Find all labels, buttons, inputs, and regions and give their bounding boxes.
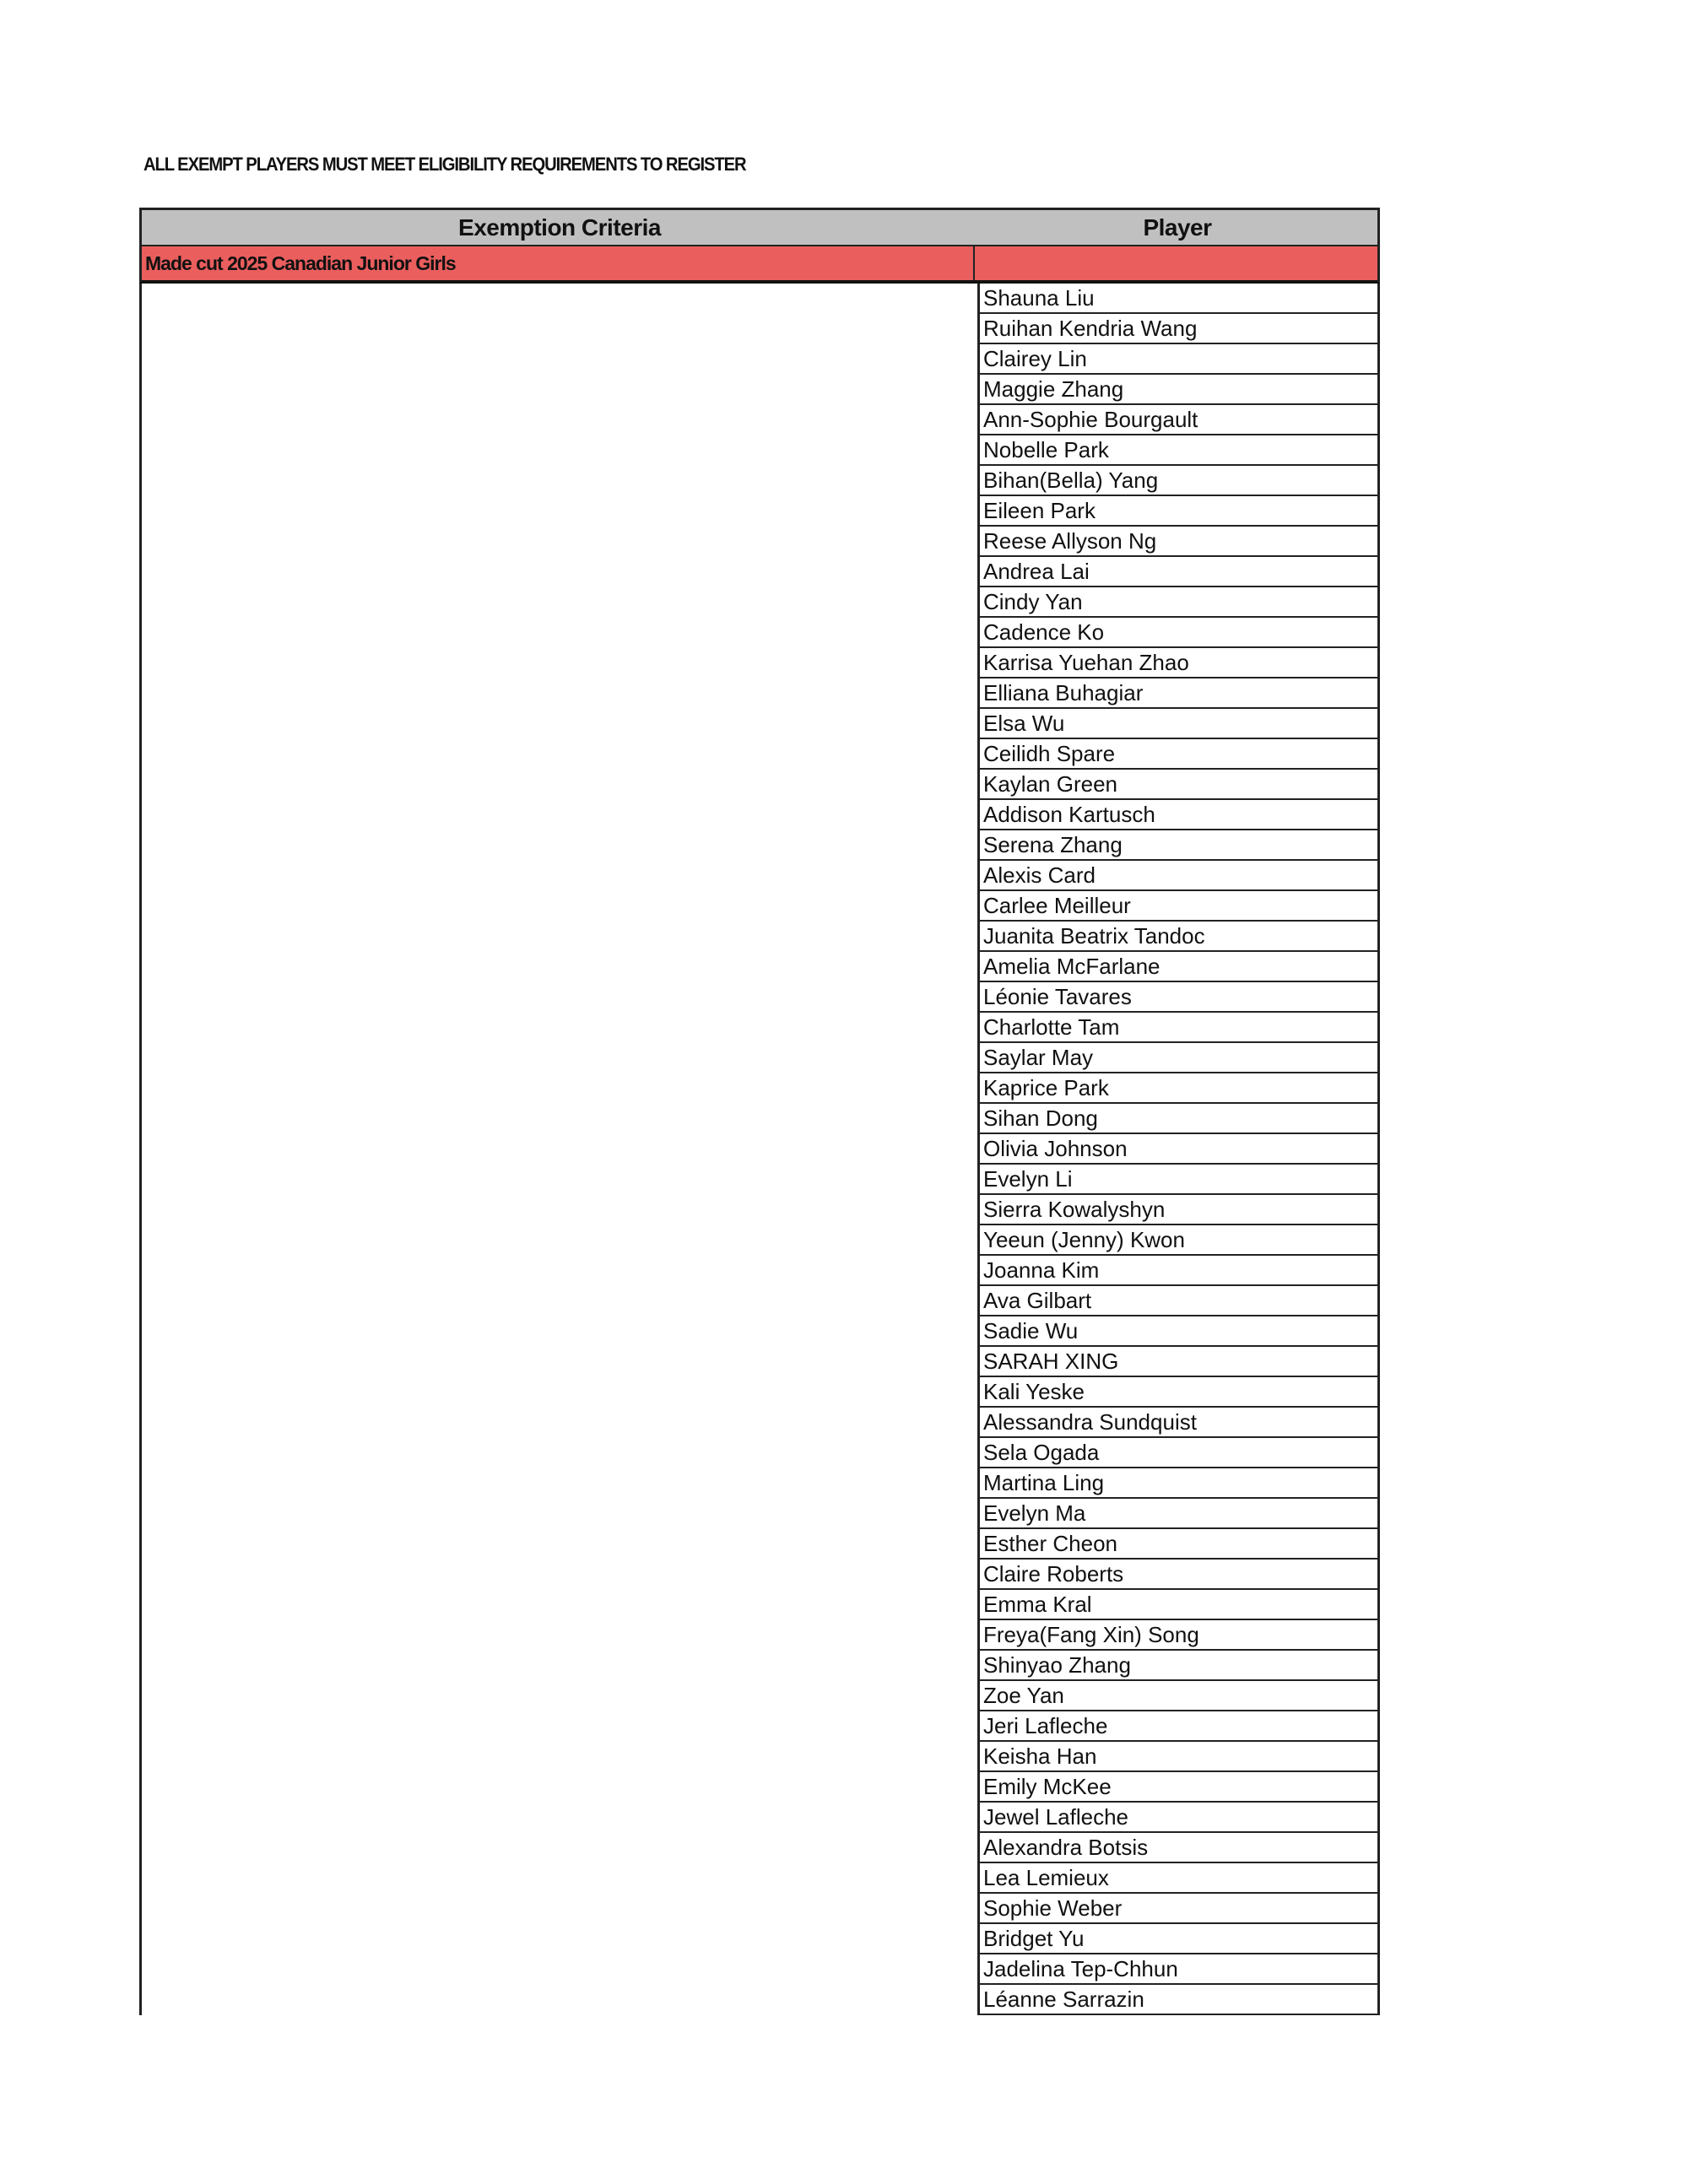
player-row: SARAH XING	[980, 1347, 1377, 1377]
player-row: Zoe Yan	[980, 1681, 1377, 1711]
player-row: Sadie Wu	[980, 1316, 1377, 1347]
player-row: Sela Ogada	[980, 1438, 1377, 1468]
player-row: Alessandra Sundquist	[980, 1408, 1377, 1438]
criteria-row	[139, 246, 1380, 284]
player-row: Cadence Ko	[980, 618, 1377, 648]
table-header	[139, 208, 1380, 246]
player-row: Ceilidh Spare	[980, 739, 1377, 770]
player-row: Emma Kral	[980, 1590, 1377, 1620]
player-row: Sierra Kowalyshyn	[980, 1195, 1377, 1225]
player-row: Elliana Buhagiar	[980, 678, 1377, 709]
player-row: Joanna Kim	[980, 1256, 1377, 1286]
player-row: Yeeun (Jenny) Kwon	[980, 1225, 1377, 1256]
player-row: Jeri Lafleche	[980, 1711, 1377, 1742]
player-row: Léanne Sarrazin	[980, 1985, 1377, 2015]
player-row: Clairey Lin	[980, 344, 1377, 375]
player-row: Reese Allyson Ng	[980, 527, 1377, 557]
player-row: Karrisa Yuehan Zhao	[980, 648, 1377, 678]
player-row: Freya(Fang Xin) Song	[980, 1620, 1377, 1651]
table-body	[139, 284, 1380, 2015]
player-row: Sihan Dong	[980, 1104, 1377, 1134]
player-row: Kali Yeske	[980, 1377, 1377, 1408]
criteria-player-cell	[975, 246, 1377, 280]
player-row: Evelyn Ma	[980, 1499, 1377, 1529]
player-row: Carlee Meilleur	[980, 891, 1377, 922]
player-row: Ruihan Kendria Wang	[980, 314, 1377, 344]
player-row: Keisha Han	[980, 1742, 1377, 1772]
eligibility-notice: ALL EXEMPT PLAYERS MUST MEET ELIGIBILITY REQUIREMENTS TO REGISTER	[143, 154, 746, 175]
exemption-table	[139, 208, 1380, 2015]
player-row: Claire Roberts	[980, 1560, 1377, 1590]
player-row: Ava Gilbart	[980, 1286, 1377, 1316]
player-row: Martina Ling	[980, 1468, 1377, 1499]
player-row: Bridget Yu	[980, 1924, 1377, 1954]
player-row: Eileen Park	[980, 496, 1377, 527]
player-row: Olivia Johnson	[980, 1134, 1377, 1165]
player-row: Alexis Card	[980, 861, 1377, 891]
player-row: Maggie Zhang	[980, 375, 1377, 405]
player-row: Cindy Yan	[980, 587, 1377, 618]
player-row: Léonie Tavares	[980, 982, 1377, 1013]
player-row: Esther Cheon	[980, 1529, 1377, 1560]
player-row: Alexandra Botsis	[980, 1833, 1377, 1863]
player-row: Bihan(Bella) Yang	[980, 466, 1377, 496]
player-row: Elsa Wu	[980, 709, 1377, 739]
header-player: Player	[1143, 214, 1212, 241]
player-row: Emily McKee	[980, 1772, 1377, 1803]
player-row: Shinyao Zhang	[980, 1651, 1377, 1681]
player-row: Serena Zhang	[980, 830, 1377, 861]
player-row: Evelyn Li	[980, 1165, 1377, 1195]
player-row: Jewel Lafleche	[980, 1803, 1377, 1833]
criteria-label: Made cut 2025 Canadian Junior Girls	[142, 246, 975, 280]
player-row: Juanita Beatrix Tandoc	[980, 922, 1377, 952]
player-row: Lea Lemieux	[980, 1863, 1377, 1894]
player-row: Ann-Sophie Bourgault	[980, 405, 1377, 435]
player-row: Saylar May	[980, 1043, 1377, 1073]
player-row: Andrea Lai	[980, 557, 1377, 587]
player-list	[977, 284, 1380, 2015]
player-row: Amelia McFarlane	[980, 952, 1377, 982]
player-row: Charlotte Tam	[980, 1013, 1377, 1043]
player-row: Addison Kartusch	[980, 800, 1377, 830]
player-row: Kaprice Park	[980, 1073, 1377, 1104]
player-row: Nobelle Park	[980, 435, 1377, 466]
player-row: Shauna Liu	[980, 284, 1377, 314]
player-row: Kaylan Green	[980, 770, 1377, 800]
player-row: Sophie Weber	[980, 1894, 1377, 1924]
player-row: Jadelina Tep-Chhun	[980, 1954, 1377, 1985]
header-exemption-criteria: Exemption Criteria	[458, 214, 661, 241]
